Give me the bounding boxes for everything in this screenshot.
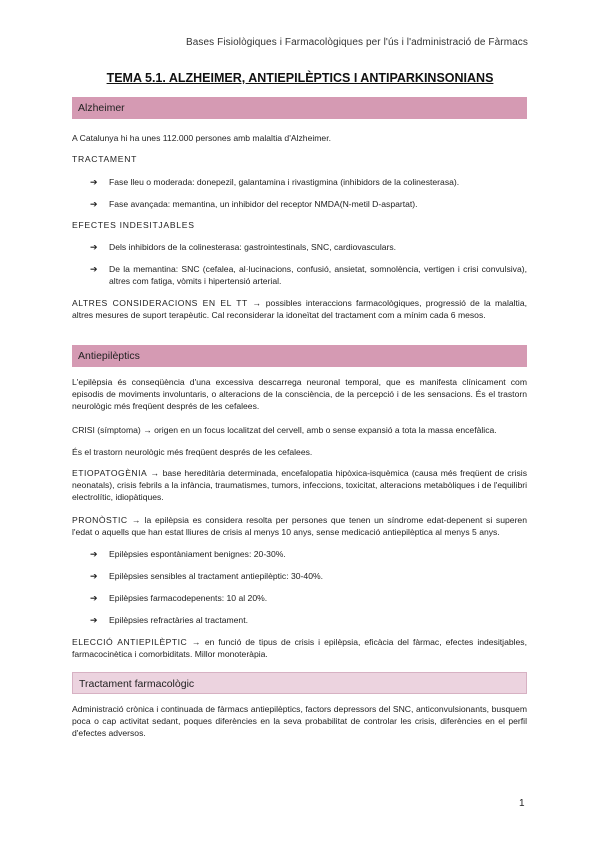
arrow-icon: ➔ [90, 593, 98, 603]
section-band-antiepileptics: Antiepilèptics [72, 345, 527, 367]
page-number: 1 [519, 798, 525, 809]
pharmacological-treatment-paragraph: Administració crònica i continuada de fàrmacs antiepilèptics, factors depressors del SNC, anticonvulsionants, busquem poca o cap activitat sedant, poques diferències en la seva probabilitat de controlar les crisis, diferències en el perfil d'efectes adversos. [72, 704, 527, 738]
list-item: ➔ Epilèpsies farmacodepenents: 10 al 20%. [90, 593, 268, 603]
treatment-heading: TRACTAMENT [72, 154, 138, 164]
prognosis-paragraph: PRONÒSTIC → la epilèpsia es considera resolta per persones que tenen un síndrome edat-depenent si superen l'edat o aquells que han estat lliures de crisis al menys 10 anys, sense medicació antiepilèptica al menys 5 anys. [72, 515, 527, 537]
epilepsy-frequency: És el trastorn neurològic més freqüent després de les cefalees. [72, 447, 313, 457]
running-header: Bases Fisiològiques i Farmacològiques per l'ús i l'administració de Fàrmacs [185, 37, 528, 48]
arrow-icon: ➔ [90, 177, 98, 187]
list-item: ➔ De la memantina: SNC (cefalea, al·lucinacions, confusió, ansietat, somnolència, vertigen i crisi convulsiva), altres com fatiga, vòmits i hipertensió arterial. [90, 264, 527, 286]
effects-heading: EFECTES INDESITJABLES [72, 220, 195, 230]
section-band-pharmacological-treatment: Tractament farmacològic [72, 672, 527, 694]
list-item: ➔ Dels inhibidors de la colinesterasa: gastrointestinals, SNC, cardiovasculars. [90, 242, 397, 252]
list-item: ➔ Epilèpsies espontàniament benignes: 20-30%. [90, 549, 286, 559]
other-considerations: ALTRES CONSIDERACIONS EN EL TT → possibles interaccions farmacològiques, progressió de la malaltia, altres mesures de suport terapèutic. Cal reconsiderar la idoneïtat del tractament com a mínim cada 6 mesos. [72, 298, 528, 320]
arrow-icon: ➔ [90, 549, 98, 559]
arrow-icon: ➔ [90, 199, 98, 209]
arrow-icon: ➔ [90, 264, 98, 274]
epilepsy-definition: L'epilèpsia és conseqüència d'una excessiva descarrega neuronal temporal, que es manifesta clínicament com episodis de moviments involuntaris, o alteracions de la consciència, de la percepció i de les sensacions. És el trastorn neurològic més freqüent després de les cefalees. [72, 377, 527, 411]
document-title: TEMA 5.1. ALZHEIMER, ANTIEPILÈPTICS I ANTIPARKINSONIANS [106, 71, 494, 85]
crisis-paragraph: CRISI (símptoma) → origen en un focus localitzat del cervell, amb o sense expansió a tota la massa encefàlica. [72, 425, 497, 435]
arrow-icon: ➔ [90, 615, 98, 625]
list-item: ➔ Epilèpsies refractàries al tractament. [90, 615, 248, 625]
arrow-icon: ➔ [90, 242, 98, 252]
list-item: ➔ Fase avançada: memantina, un inhibidor del receptor NMDA(N-metil D-aspartat). [90, 199, 418, 209]
section-band-alzheimer: Alzheimer [72, 97, 527, 119]
list-item: ➔ Fase lleu o moderada: donepezil, galantamina i rivastigmina (inhibidors de la colinesterasa). [90, 177, 460, 187]
alzheimer-intro: A Catalunya hi ha unes 112.000 persones amb malaltia d'Alzheimer. [72, 133, 331, 143]
list-item: ➔ Epilèpsies sensibles al tractament antiepilèptic: 30-40%. [90, 571, 324, 581]
arrow-icon: ➔ [90, 571, 98, 581]
antiepileptic-choice-paragraph: ELECCIÓ ANTIEPILÈPTIC → en funció de tipus de crisis i epilèpsia, eficàcia del fàrmac, efectes indesitjables, farmacocinètica i comorbiditats. Millor monoteràpia. [72, 637, 527, 659]
etiopathogenesis-paragraph: ETIOPATOGÈNIA → base hereditària determinada, encefalopatia hipòxica-isquèmica (causa més freqüent de crisis neonatals), crisis febrils a la infància, traumatismes, tumors, infeccions, toxicitat, alteracions metabòliques i de l'equilibri electrolític, idiopàtiques. [72, 468, 527, 502]
